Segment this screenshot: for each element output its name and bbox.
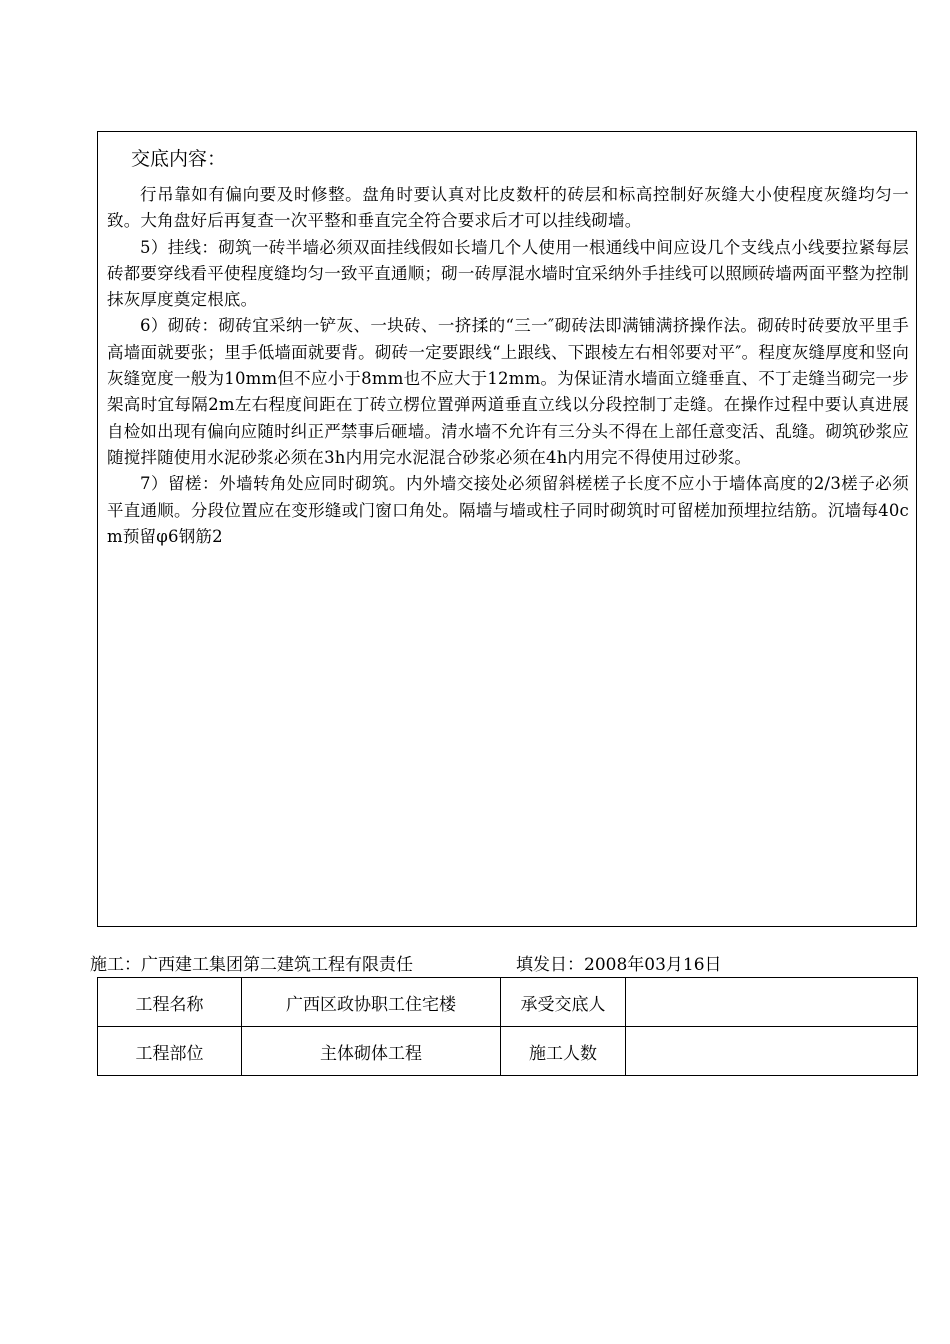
table-row bbox=[98, 1027, 918, 1076]
content-body bbox=[107, 182, 909, 550]
issue-date: 填发日：2008年03月16日 bbox=[516, 955, 722, 975]
project-name-value: 广西区政协职工住宅楼 bbox=[242, 978, 501, 1027]
project-name-label: 工程名称 bbox=[98, 978, 242, 1027]
content-title: 交底内容： bbox=[131, 148, 227, 170]
project-part-label: 工程部位 bbox=[98, 1027, 242, 1076]
paragraph-alignment: 行吊靠如有偏向要及时修整。盘角时要认真对比皮数杆的砖层和标高控制好灰缝大小使程度灰缝均匀一致。大角盘好后再复查一次平整和垂直完全符合要求后才可以挂线砌墙。 bbox=[107, 185, 909, 231]
construction-company: 施工：广西建工集团第二建筑工程有限责任 bbox=[90, 955, 413, 975]
table-row bbox=[98, 978, 918, 1027]
paragraph-line-setting: 5）挂线：砌筑一砖半墙必须双面挂线假如长墙几个人使用一根通线中间应设几个支线点小线要拉紧每层砖都要穿线看平使程度缝均匀一致平直通顺；砌一砖厚混水墙时宜采纳外手挂线可以照顾砖墙两面平整为控制抹灰厚度奠定根底。 bbox=[107, 237, 909, 310]
worker-count-value[interactable] bbox=[626, 1027, 918, 1076]
project-info-table bbox=[97, 977, 918, 1076]
recipient-value[interactable] bbox=[626, 978, 918, 1027]
worker-count-label: 施工人数 bbox=[501, 1027, 626, 1076]
disclosure-content-box bbox=[97, 131, 917, 927]
recipient-label: 承受交底人 bbox=[501, 978, 626, 1027]
project-part-value: 主体砌体工程 bbox=[242, 1027, 501, 1076]
paragraph-toothing: 7）留槎：外墙转角处应同时砌筑。内外墙交接处必须留斜槎槎子长度不应小于墙体高度的2/3槎子必须平直通顺。分段位置应在变形缝或门窗口角处。隔墙与墙或柱子同时砌筑时可留槎加预埋拉结筋。沉墙每40cm预留φ6钢筋2 bbox=[107, 474, 909, 546]
paragraph-bricklaying: 6）砌砖：砌砖宜采纳一铲灰、一块砖、一挤揉的“三一″砌砖法即满铺满挤操作法。砌砖时砖要放平里手高墙面就要张；里手低墙面就要背。砌砖一定要跟线“上跟线、下跟棱左右相邻要对平″。程度灰缝厚度和竖向灰缝宽度一般为10mm但不应小于8mm也不应大于12mm。为保证清水墙面立缝垂直、不丁走缝当砌完一步架高时宜每隔2m左右程度间距在丁砖立楞位置弹两道垂直立线以分段控制丁走缝。在操作过程中要认真进展自检如出现有偏向应随时纠正严禁事后砸墙。清水墙不允许有三分头不得在上部任意变活、乱缝。砌筑砂浆应随搅拌随使用水泥砂浆必须在3h内用完水泥混合砂浆必须在4h内用完不得使用过砂浆。 bbox=[107, 316, 909, 467]
